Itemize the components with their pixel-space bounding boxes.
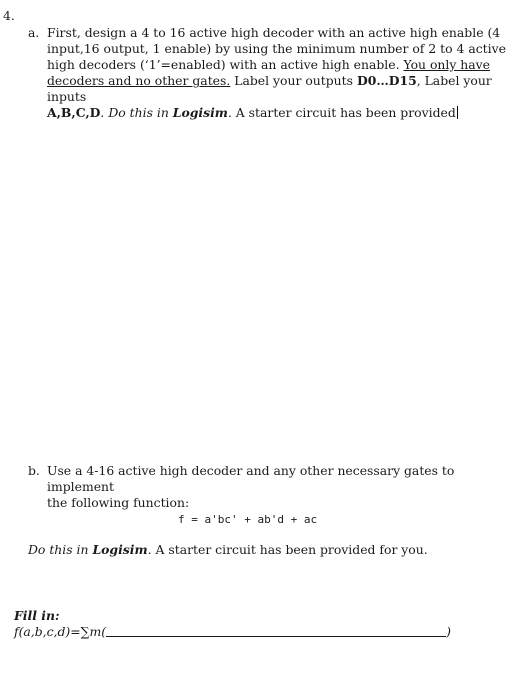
part-a-line-3 <box>47 57 507 73</box>
part-a-inputs: A,B,C,D <box>47 105 101 120</box>
part-a-constraint-2: decoders and no other gates. <box>47 73 231 88</box>
part-a-line-4 <box>47 73 507 105</box>
part-a-outputs: D0…D15 <box>356 73 417 88</box>
answer-blank-field[interactable] <box>106 624 446 637</box>
part-a-text <box>47 25 507 121</box>
part-b-line-1: Use a 4-16 active high decoder and any other necessary gates to implement <box>47 463 455 494</box>
part-a-line-1: First, design a 4 to 16 active high decoder with an active high enable (4 <box>47 25 501 40</box>
fill-in-suffix: ) <box>446 624 451 639</box>
part-a-line-5 <box>47 105 507 121</box>
part-b-label: b. <box>28 463 40 478</box>
fill-in-expression <box>14 624 514 640</box>
part-b-instruction-rest: . A starter circuit has been provided for you. <box>147 542 428 557</box>
part-a-line-2: input,16 output, 1 enable) by using the minimum number of 2 to 4 active <box>47 41 506 56</box>
part-a-do-this: Do this in <box>108 105 173 120</box>
part-a-line-5-sep: . <box>100 105 109 120</box>
part-b-text <box>47 463 507 511</box>
question-number: 4. <box>3 8 15 23</box>
part-a-line-3-text: high decoders (‘1’=enabled) with an active high enable. <box>47 57 404 72</box>
fill-in-label: Fill in: <box>14 608 60 623</box>
part-b-line-2: the following function: <box>47 495 190 510</box>
function-expression: f = a'bc' + ab'd + ac <box>178 513 318 526</box>
part-b-do-this: Do this in <box>28 542 93 557</box>
part-a-label: a. <box>28 25 40 40</box>
text-cursor <box>457 106 458 119</box>
part-a-logisim: Logisim <box>172 105 228 120</box>
part-b-instruction <box>28 542 508 558</box>
part-a-line-4-tail: , Label your inputs <box>47 73 492 104</box>
part-a-line-4-text: Label your outputs <box>230 73 357 88</box>
part-a-constraint-1: You only have <box>403 57 490 72</box>
part-b-logisim: Logisim <box>92 542 148 557</box>
part-a-line-5-tail: . A starter circuit has been provided <box>227 105 456 120</box>
fill-in-prefix: f(a,b,c,d)=∑m( <box>14 624 107 639</box>
